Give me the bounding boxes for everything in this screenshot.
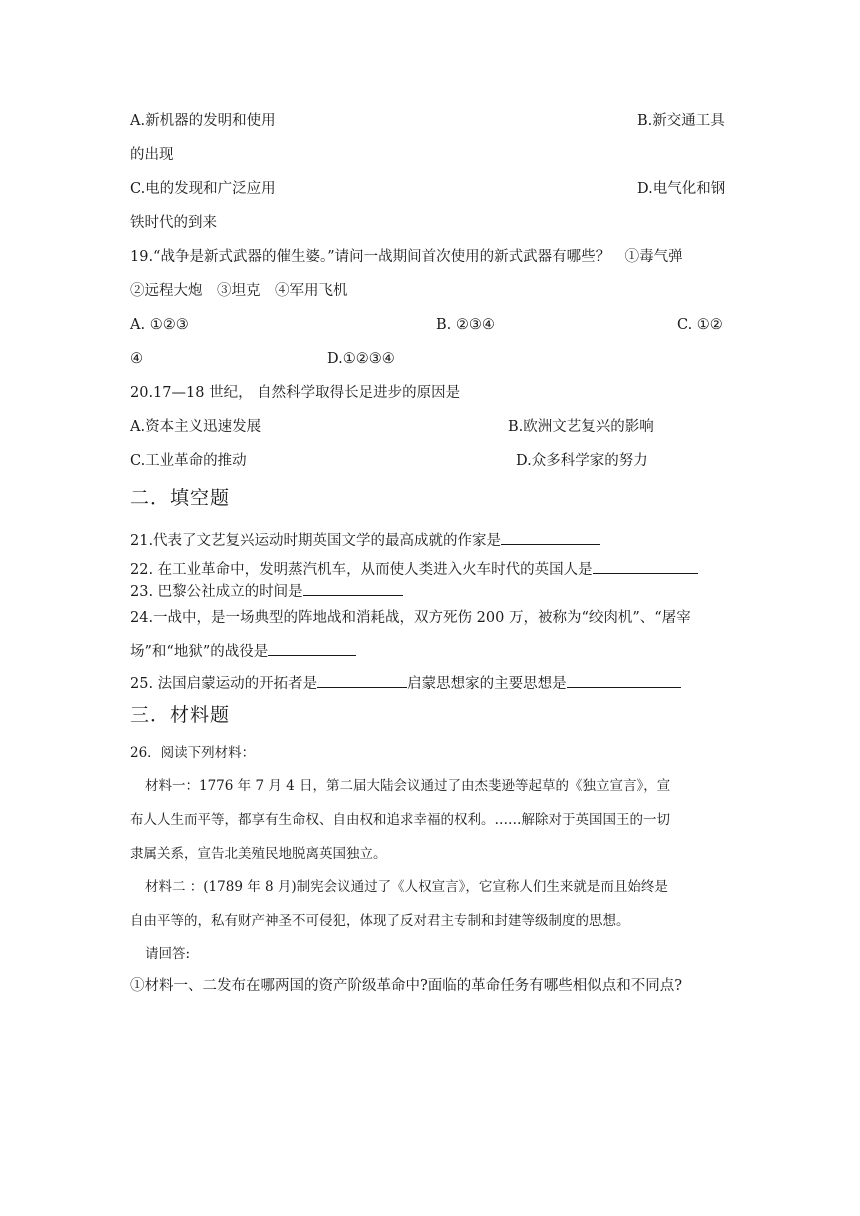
q24-text-continued: 场”和“地狱”的战役是 bbox=[130, 644, 269, 660]
section-heading-fill-in: 二．填空题 bbox=[130, 487, 231, 509]
q26-material-two-line-1: 材料二 ：(1789 年 8 月)制宪会议通过了《人权宣言》，它宣称人们生来就是而且始终是 bbox=[145, 879, 668, 895]
q19-option-d: D.①②③④ bbox=[327, 351, 395, 367]
q24 bbox=[130, 640, 356, 662]
q24-stem: 24.一战中，是一场典型的阵地战和消耗战，双方死伤 200 万，被称为“绞肉机”、“屠宰 bbox=[130, 610, 691, 626]
q24-answer-blank[interactable] bbox=[268, 640, 356, 656]
q22-text: 22. 在工业革命中，发明蒸汽机车，从而使人类进入火车时代的英国人是 bbox=[130, 562, 593, 578]
q20-option-a: A.资本主义迅速发展 bbox=[130, 419, 262, 435]
q25 bbox=[130, 672, 681, 694]
q19-option-c-continued: ④ bbox=[130, 351, 143, 367]
q19-option-a: A. ①②③ bbox=[130, 317, 189, 333]
q19-stem: 19.“战争是新式武器的催生婆。”请问一战期间首次使用的新式武器有哪些？ ①毒气弹 bbox=[130, 249, 683, 265]
q26-answer-prompt: 请回答: bbox=[145, 946, 191, 962]
q22-answer-blank[interactable] bbox=[593, 558, 698, 574]
section-heading-material: 三．材料题 bbox=[130, 704, 231, 726]
q21-answer-blank[interactable] bbox=[501, 529, 600, 545]
q26-material-one-line-2: 布人人生而平等，都享有生命权、自由权和追求幸福的权利。……解除对于英国国王的一切 bbox=[130, 812, 670, 828]
q23-answer-blank[interactable] bbox=[303, 580, 403, 596]
q20-option-d: D.众多科学家的努力 bbox=[516, 453, 648, 469]
q25-text-b: 启蒙思想家的主要思想是 bbox=[407, 676, 567, 692]
q20-option-c: C.工业革命的推动 bbox=[130, 453, 247, 469]
q23-text: 23. 巴黎公社成立的时间是 bbox=[130, 584, 303, 600]
q21-text: 21.代表了文艺复兴运动时期英国文学的最高成就的作家是 bbox=[130, 533, 502, 549]
q26-material-one-line-3: 隶属关系，宣告北美殖民地脱离英国独立。 bbox=[130, 846, 387, 862]
q22 bbox=[130, 558, 698, 580]
q18-option-d: D.电气化和钢 bbox=[637, 181, 726, 197]
q25-answer-blank-2[interactable] bbox=[567, 672, 681, 688]
q26-stem: 26．阅读下列材料： bbox=[130, 745, 256, 761]
q20-stem: 20.17—18 世纪， 自然科学取得长足进步的原因是 bbox=[130, 385, 461, 401]
q26-material-one-line-1: 材料一：1776 年 7 月 4 日，第二届大陆会议通过了由杰斐逊等起草的《独立宣言》，宣 bbox=[145, 778, 671, 794]
q18-option-d-continued: 铁时代的到来 bbox=[130, 215, 217, 231]
q25-answer-blank-1[interactable] bbox=[317, 672, 407, 688]
q26-material-two-line-2: 自由平等的，私有财产神圣不可侵犯，体现了反对君主专制和封建等级制度的思想。 bbox=[130, 913, 630, 929]
q18-option-b-continued: 的出现 bbox=[130, 147, 174, 163]
q19-stem-continued: ②远程大炮 ③坦克 ④军用飞机 bbox=[130, 283, 348, 299]
q21 bbox=[130, 529, 600, 551]
q18-option-c: C.电的发现和广泛应用 bbox=[130, 181, 276, 197]
q26-subquestion-1: ①材料一、二发布在哪两国的资产阶级革命中?面临的革命任务有哪些相似点和不同点? bbox=[130, 978, 683, 994]
q18-option-a: A.新机器的发明和使用 bbox=[130, 113, 276, 129]
q18-option-b: B.新交通工具 bbox=[637, 113, 725, 129]
q19-option-c: C. ①② bbox=[677, 317, 723, 333]
q19-option-b: B. ②③④ bbox=[436, 317, 495, 333]
q20-option-b: B.欧洲文艺复兴的影响 bbox=[508, 419, 654, 435]
q23 bbox=[130, 580, 403, 602]
q25-text-a: 25. 法国启蒙运动的开拓者是 bbox=[130, 676, 318, 692]
